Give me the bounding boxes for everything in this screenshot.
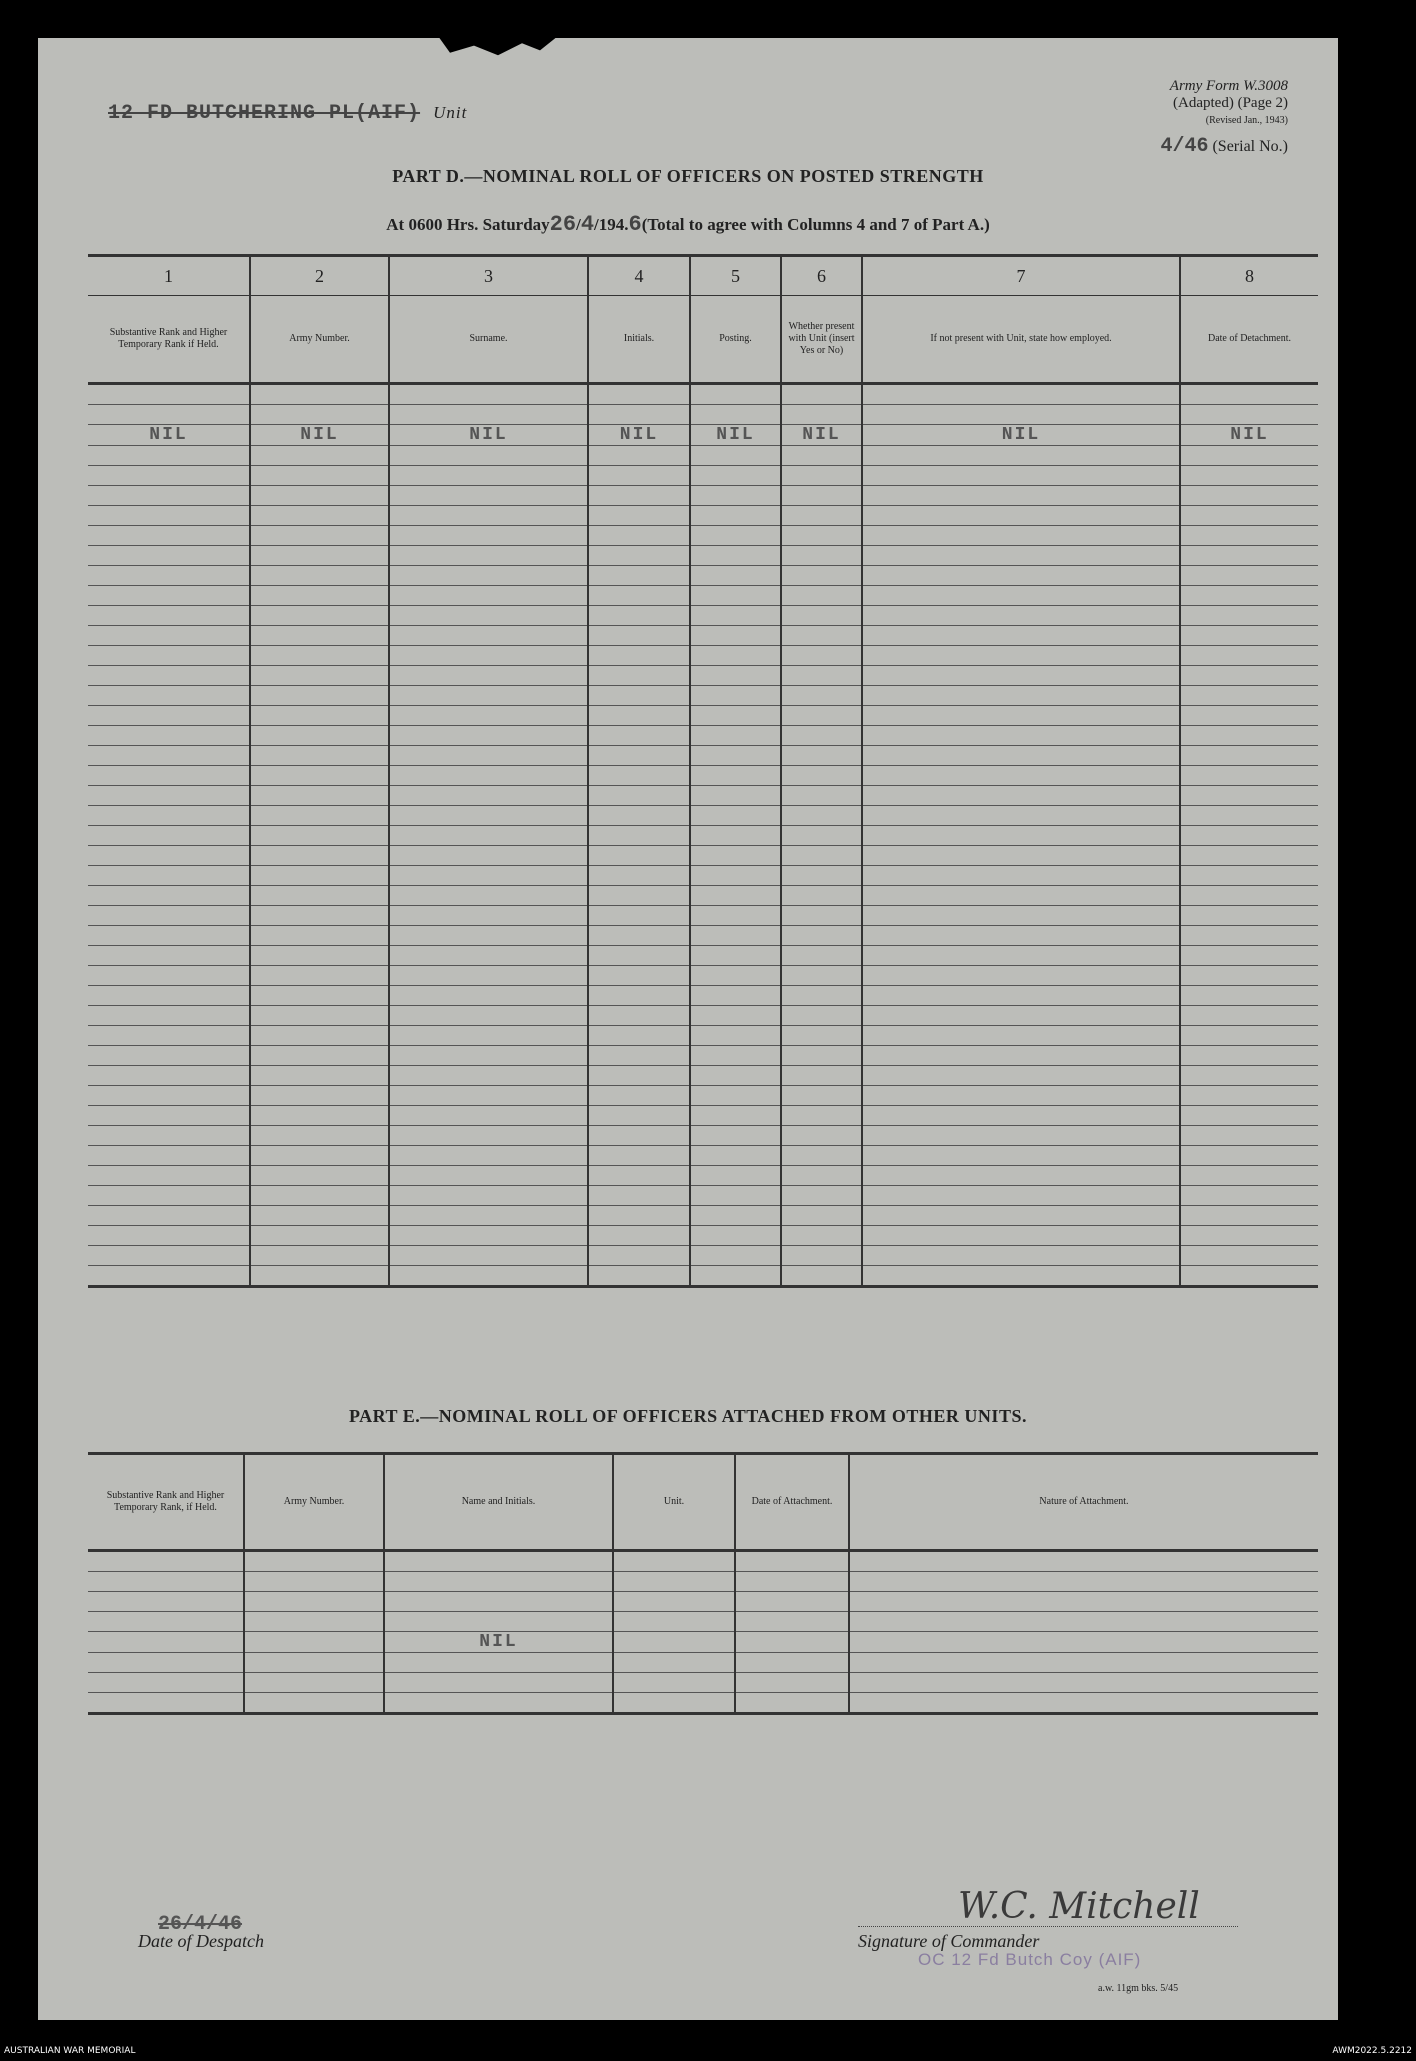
table-row	[88, 1146, 1318, 1166]
table-row	[88, 706, 1318, 726]
table-row	[88, 384, 1318, 405]
date-suffix: (Total to agree with Columns 4 and 7 of Part A.)	[641, 215, 990, 234]
date-year-prefix: /194.	[594, 215, 629, 234]
table-row	[88, 606, 1318, 626]
nil-row	[88, 1632, 1318, 1653]
serial-number	[1160, 135, 1288, 158]
table-row	[88, 1572, 1318, 1592]
print-reference: a.w. 11gm bks. 5/45	[1098, 1983, 1179, 1994]
col-header-attachment-date: Date of Attachment.	[735, 1454, 849, 1551]
table-row	[88, 1106, 1318, 1126]
nil-entry: NIL	[690, 425, 781, 446]
date-day: 26	[549, 212, 577, 237]
col-header-army-number: Army Number.	[244, 1454, 384, 1551]
nil-row	[88, 425, 1318, 446]
part-d-table	[88, 254, 1318, 1288]
table-row	[88, 1126, 1318, 1146]
nil-entry: NIL	[1180, 425, 1318, 446]
table-row	[88, 1592, 1318, 1612]
table-row	[88, 1206, 1318, 1226]
table-row	[88, 686, 1318, 706]
table-row	[88, 446, 1318, 466]
signature-line	[858, 1926, 1238, 1927]
table-row	[88, 405, 1318, 425]
part-e-table	[88, 1452, 1318, 1715]
table-row	[88, 546, 1318, 566]
part-d-rows	[88, 384, 1318, 1287]
table-row	[88, 1612, 1318, 1632]
col-number: 4	[588, 256, 690, 296]
table-row	[88, 1226, 1318, 1246]
signature-label: Signature of Commander	[858, 1931, 1040, 1951]
table-row	[88, 766, 1318, 786]
table-row	[88, 1266, 1318, 1287]
form-identifier	[1170, 78, 1288, 129]
unit-stamp: OC 12 Fd Butch Coy (AIF)	[918, 1950, 1142, 1969]
table-row	[88, 526, 1318, 546]
col-header-posting: Posting.	[690, 296, 781, 384]
table-row	[88, 466, 1318, 486]
col-header-present: Whether present with Unit (insert Yes or No)	[781, 296, 862, 384]
date-year-digit: 6	[628, 212, 642, 237]
table-row	[88, 826, 1318, 846]
col-header-army-number: Army Number.	[250, 296, 389, 384]
col-number: 6	[781, 256, 862, 296]
col-header-name: Name and Initials.	[384, 1454, 613, 1551]
form-adapted: (Adapted) (Page 2)	[1173, 95, 1288, 111]
col-number: 1	[88, 256, 250, 296]
archive-id: AWM2022.5.2212	[1332, 2046, 1412, 2056]
table-row	[88, 746, 1318, 766]
col-header-initials: Initials.	[588, 296, 690, 384]
part-e-title: PART E.—NOMINAL ROLL OF OFFICERS ATTACHED FROM OTHER UNITS.	[349, 1406, 1027, 1426]
despatch-field	[138, 1913, 264, 1952]
table-row	[88, 1246, 1318, 1266]
nil-entry: NIL	[588, 425, 690, 446]
col-number: 7	[862, 256, 1180, 296]
date-month: 4	[580, 212, 595, 237]
form-revised: (Revised Jan., 1943)	[1205, 115, 1288, 126]
nil-entry: NIL	[384, 1632, 613, 1653]
table-row	[88, 1186, 1318, 1206]
form-page	[38, 38, 1338, 2020]
part-d-title: PART D.—NOMINAL ROLL OF OFFICERS ON POSTED STRENGTH	[392, 166, 984, 186]
serial-label: (Serial No.)	[1212, 138, 1288, 155]
table-row	[88, 1006, 1318, 1026]
table-row	[88, 846, 1318, 866]
despatch-label: Date of Despatch	[138, 1931, 264, 1951]
col-header-attachment-nature: Nature of Attachment.	[849, 1454, 1318, 1551]
table-row	[88, 906, 1318, 926]
table-row	[88, 926, 1318, 946]
table-row	[88, 626, 1318, 646]
col-number: 5	[690, 256, 781, 296]
archive-credit: AUSTRALIAN WAR MEMORIAL	[4, 2046, 136, 2056]
table-row	[88, 566, 1318, 586]
despatch-date: 26/4/46	[158, 1913, 243, 1936]
table-row	[88, 1653, 1318, 1673]
table-row	[88, 986, 1318, 1006]
table-row	[88, 1166, 1318, 1186]
table-row	[88, 726, 1318, 746]
serial-value: 4/46	[1160, 135, 1209, 158]
table-row	[88, 1066, 1318, 1086]
table-row	[88, 506, 1318, 526]
nil-entry: NIL	[862, 425, 1180, 446]
nil-entry: NIL	[88, 425, 250, 446]
table-row	[88, 786, 1318, 806]
table-row	[88, 486, 1318, 506]
table-row	[88, 1026, 1318, 1046]
col-header-detachment: Date of Detachment.	[1180, 296, 1318, 384]
col-number: 8	[1180, 256, 1318, 296]
part-d-date-line: At 0600 Hrs. Saturday26/4/194.6(Total to agree with Columns 4 and 7 of Part A.)	[386, 212, 990, 237]
table-row	[88, 646, 1318, 666]
commander-signature: W.C. Mitchell	[958, 1886, 1200, 1927]
table-row	[88, 586, 1318, 606]
table-row	[88, 946, 1318, 966]
col-header-surname: Surname.	[389, 296, 588, 384]
col-header-rank: Substantive Rank and Higher Temporary Rank if Held.	[88, 296, 250, 384]
nil-entry: NIL	[250, 425, 389, 446]
table-row	[88, 886, 1318, 906]
unit-line	[108, 102, 467, 125]
table-row	[88, 1046, 1318, 1066]
date-prefix: At 0600 Hrs. Saturday	[386, 215, 550, 234]
table-row	[88, 806, 1318, 826]
col-header-unit: Unit.	[613, 1454, 735, 1551]
table-row	[88, 1693, 1318, 1714]
form-name: Army Form W.3008	[1169, 78, 1288, 94]
table-row	[88, 1673, 1318, 1693]
table-row	[88, 866, 1318, 886]
unit-label: Unit	[433, 103, 468, 122]
col-number: 2	[250, 256, 389, 296]
nil-entry: NIL	[781, 425, 862, 446]
nil-entry: NIL	[389, 425, 588, 446]
table-row	[88, 966, 1318, 986]
table-row	[88, 666, 1318, 686]
unit-name: 12 FD BUTCHERING PL(AIF)	[108, 102, 421, 125]
col-header-employed: If not present with Unit, state how employed.	[862, 296, 1180, 384]
col-number: 3	[389, 256, 588, 296]
part-e-rows	[88, 1551, 1318, 1714]
table-row	[88, 1551, 1318, 1572]
table-row	[88, 1086, 1318, 1106]
col-header-rank: Substantive Rank and Higher Temporary Rank, if Held.	[88, 1454, 244, 1551]
